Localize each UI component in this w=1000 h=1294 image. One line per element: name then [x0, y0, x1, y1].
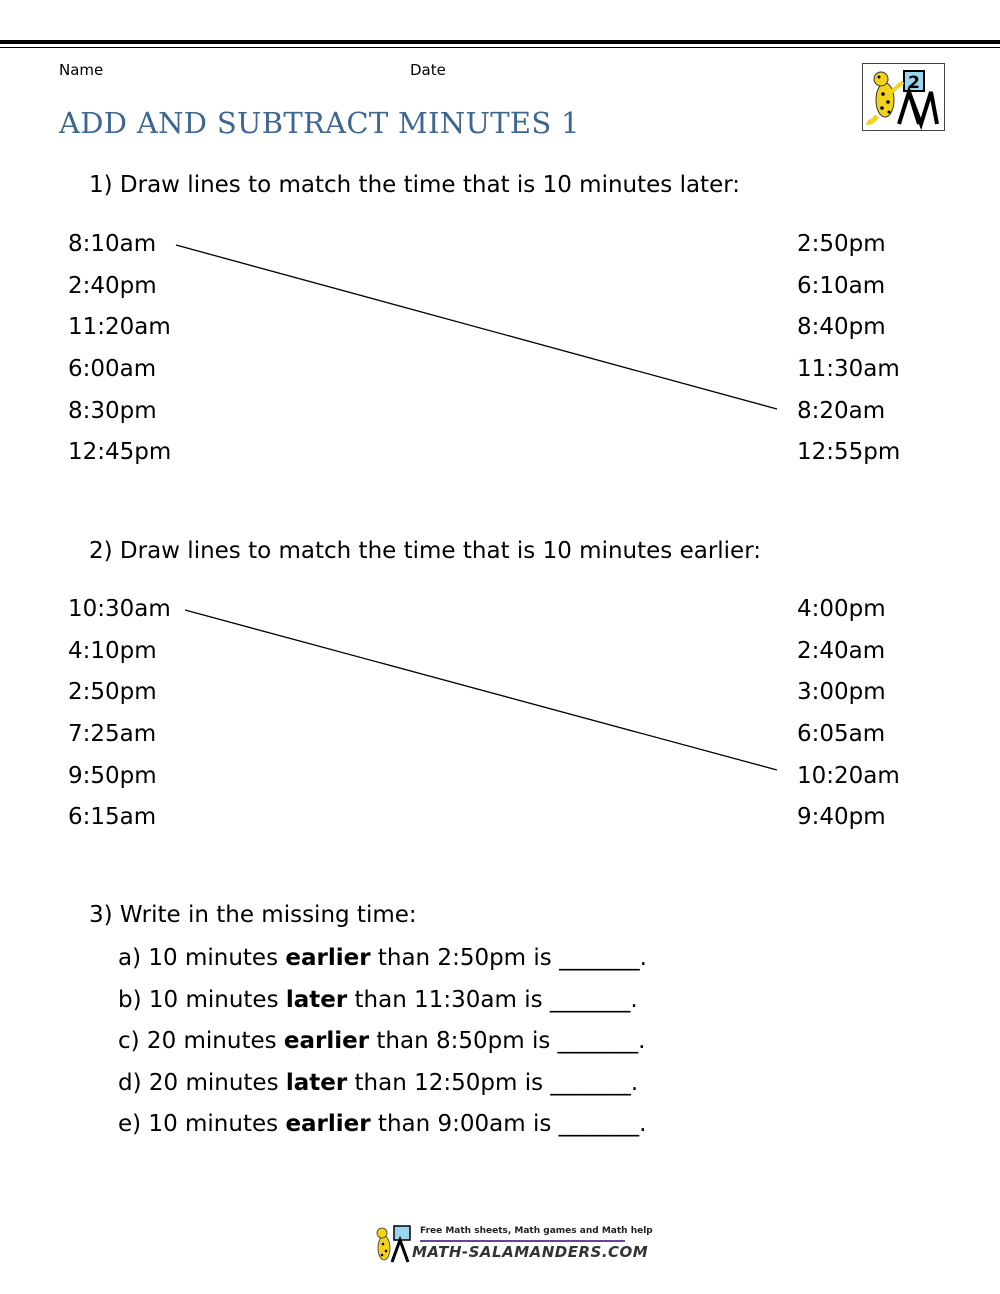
- q2-right-time: 6:05am: [797, 721, 886, 748]
- q1-right-time: 8:40pm: [797, 314, 886, 341]
- q2-left-time: 9:50pm: [68, 762, 157, 789]
- question-3-parts: [118, 943, 647, 1151]
- part-suffix: than 9:00am is _______.: [370, 1111, 647, 1137]
- part-suffix: than 2:50pm is _______.: [370, 945, 647, 971]
- q2-right-time: 4:00pm: [797, 596, 886, 622]
- part-prefix: d) 20 minutes: [118, 1069, 286, 1096]
- q1-left-time: 12:45pm: [68, 439, 172, 466]
- q3-part-b: [118, 985, 647, 1027]
- q1-right-time: 8:20am: [797, 397, 886, 424]
- part-keyword: earlier: [283, 1028, 370, 1054]
- name-label: Name: [59, 61, 104, 79]
- part-prefix: c) 20 minutes: [118, 1028, 284, 1054]
- logo-number: 2: [908, 73, 920, 93]
- question-1-prompt: 1) Draw lines to match the time that is 10 minutes later:: [89, 172, 741, 198]
- part-suffix: than 12:50pm is _______.: [347, 1069, 639, 1096]
- q1-left-time: 6:00am: [68, 356, 157, 383]
- question-2-prompt: 2) Draw lines to match the time that is 10 minutes earlier:: [89, 538, 762, 564]
- footer-tagline: Free Math sheets, Math games and Math help: [420, 1226, 653, 1236]
- q1-right-time: 11:30am: [797, 356, 900, 383]
- q2-left-time: 4:10pm: [68, 637, 157, 664]
- q1-left-time: 2:40pm: [68, 272, 157, 299]
- q3-part-e: [118, 1109, 647, 1151]
- q2-right-time: 9:40pm: [797, 804, 886, 831]
- part-keyword: earlier: [285, 945, 371, 971]
- q3-part-d: [118, 1068, 647, 1110]
- date-label: Date: [410, 61, 446, 79]
- part-prefix: a) 10 minutes: [118, 945, 286, 971]
- q1-right-time: 6:10am: [797, 272, 886, 299]
- q2-left-time: 6:15am: [68, 804, 157, 831]
- q1-example-line: [176, 245, 777, 409]
- part-suffix: than 11:30am is _______.: [347, 986, 638, 1013]
- part-prefix: b) 10 minutes: [118, 986, 286, 1013]
- q2-left-time: 7:25am: [68, 721, 157, 748]
- part-suffix: than 8:50pm is _______.: [369, 1028, 646, 1054]
- footer-brand-name: MATH-SALAMANDERS.COM: [412, 1243, 649, 1261]
- question-3-prompt: 3) Write in the missing time:: [89, 902, 417, 928]
- q1-left-time: 8:30pm: [68, 397, 157, 424]
- q2-left-time: 2:50pm: [68, 679, 157, 706]
- q3-part-a: [118, 943, 647, 985]
- footer-salamander-icon: [372, 1222, 416, 1264]
- q2-left-time: 10:30am: [68, 596, 171, 622]
- q1-left-time: 11:20am: [68, 314, 171, 341]
- worksheet-title: ADD AND SUBTRACT MINUTES 1: [59, 106, 580, 140]
- q2-right-time: 10:20am: [797, 762, 900, 789]
- part-keyword: later: [285, 986, 348, 1013]
- q1-right-time: 2:50pm: [797, 231, 886, 257]
- part-keyword: later: [285, 1069, 348, 1096]
- q1-right-time: 12:55pm: [797, 439, 901, 466]
- part-prefix: e) 10 minutes: [118, 1111, 286, 1137]
- q2-right-time: 2:40am: [797, 637, 886, 664]
- q1-left-time: 8:10am: [68, 231, 157, 257]
- part-keyword: earlier: [285, 1111, 371, 1137]
- q2-example-line: [185, 610, 777, 770]
- q3-part-c: [118, 1026, 647, 1068]
- footer-divider: [420, 1240, 625, 1242]
- q2-right-time: 3:00pm: [797, 679, 886, 706]
- footer-brand-block: [372, 1222, 653, 1264]
